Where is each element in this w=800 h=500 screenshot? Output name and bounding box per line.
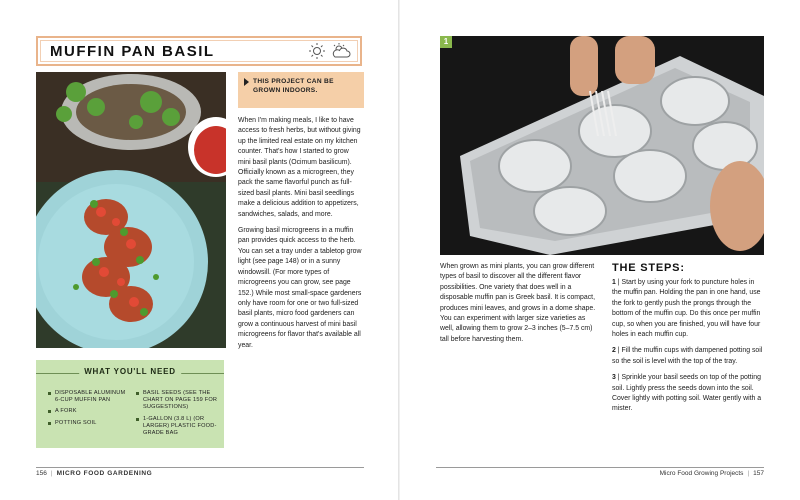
- step-text: Start by using your fork to puncture holes in the muffin pan. Holding the pan in one hand, use the fork to gently push the prongs through the bottom of the muffin cup. Do this once per muffin cup, so when you are finished, you will have four holes in each muffin cup.: [612, 279, 761, 339]
- steps-list: [612, 278, 764, 421]
- materials-list-2: [136, 390, 220, 441]
- footer-left: 156 | MICRO FOOD GARDENING: [36, 470, 153, 477]
- page-number: 156: [36, 470, 47, 477]
- step-text: Fill the muffin cups with dampened potting soil so the soil is level with the top of the tray.: [612, 347, 763, 365]
- intro-paragraph: Growing basil microgreens in a muffin pan provides quick access to the herb. You can set a tray under a tabletop grow light (see page 148) or in a sunny windowsill. (For more types of microgreens you can grow, see page 152.) While most small-space gardeners only have room for one or two full-sized basil plants, micro food gardeners can grow a continuous harvest of mini basil microgreens for flavor that's available all year.: [238, 227, 362, 349]
- materials-list-1: [48, 390, 128, 431]
- step-number: 1: [612, 279, 616, 286]
- variety-text: [440, 262, 596, 351]
- indoor-note: [238, 72, 364, 108]
- weather-icons: [308, 42, 352, 60]
- list-item: BASIL SEEDS (SEE THE CHART ON PAGE 159 FOR SUGGESTIONS): [136, 390, 220, 412]
- steps-heading: THE STEPS:: [612, 262, 685, 274]
- partly-cloudy-icon: [333, 43, 350, 57]
- triangle-icon: [244, 78, 249, 86]
- title-banner: [36, 36, 362, 66]
- sun-icon: [309, 43, 325, 59]
- variety-paragraph: When grown as mini plants, you can grow different types of basil to discover all the different flavor possibilities. One variety that does well in a disposable muffin pan is Greek basil. It is compact, produces mini leaves, and grows in a dome shape. You can experiment with larger size varieties as well, allowing them to grow 2–3 inches (5–7.5 cm) tall before harvesting them.: [440, 263, 596, 343]
- step-number-badge: 1: [440, 36, 452, 48]
- step-item: 3 | Sprinkle your basil seeds on top of the potting soil. Lightly press the seeds down into the soil. Cover lightly with potting soil. Water gently with a mister.: [612, 374, 762, 413]
- step-item: 1 | Start by using your fork to puncture holes in the muffin pan. Holding the pan in one hand, use the fork to gently push the prongs through the bottom of the muffin cup. Do this once per muffin cup, so when you are finished, you will have four holes in each muffin cup.: [612, 279, 761, 339]
- list-item: A FORK: [48, 408, 128, 415]
- basil-dish-photo: [36, 72, 226, 348]
- list-item: DISPOSABLE ALUMINUM 6-CUP MUFFIN PAN: [48, 390, 128, 404]
- step-number: 2: [612, 347, 616, 355]
- footer-rule: [436, 467, 764, 468]
- page-title: MUFFIN PAN BASIL: [50, 43, 215, 60]
- section-title: Micro Food Growing Projects: [659, 470, 744, 477]
- footer-right: Micro Food Growing Projects | 157: [659, 470, 764, 477]
- step-text: Sprinkle your basil seeds on top of the potting soil. Lightly press the seeds down into the soil. Cover lightly with potting soil. Water gently with a mister.: [612, 374, 762, 413]
- muffin-pan-photo: [440, 36, 764, 255]
- step-number: 3: [612, 374, 616, 382]
- materials-heading: [36, 366, 224, 382]
- page-number: 157: [753, 470, 764, 477]
- list-item: POTTING SOIL: [48, 420, 128, 427]
- list-item: 1-GALLON (3.8 L) (OR LARGER) PLASTIC FOOD-GRADE BAG: [136, 416, 220, 438]
- materials-title: WHAT YOU'LL NEED: [79, 367, 181, 376]
- intro-text: [238, 116, 362, 357]
- intro-paragraph: When I'm making meals, I like to have access to fresh herbs, but without giving up the limited real estate on my kitchen counter. That's how I started to grow mini basil plants (Ocimum basilicum). Officially known as a microgreen, they pack the same flavorful punch as full-sized basil plants. Mini basil seedlings make a delicious addition to appetizers, sandwiches, salads, and more.: [238, 117, 361, 218]
- chapter-title: MICRO FOOD GARDENING: [56, 470, 153, 477]
- indoor-note-text: THIS PROJECT CAN BE GROWN INDOORS.: [253, 78, 334, 94]
- step-item: 2 | Fill the muffin cups with dampened potting soil so the soil is level with the top of the tray.: [612, 347, 763, 365]
- footer-rule: [36, 467, 364, 468]
